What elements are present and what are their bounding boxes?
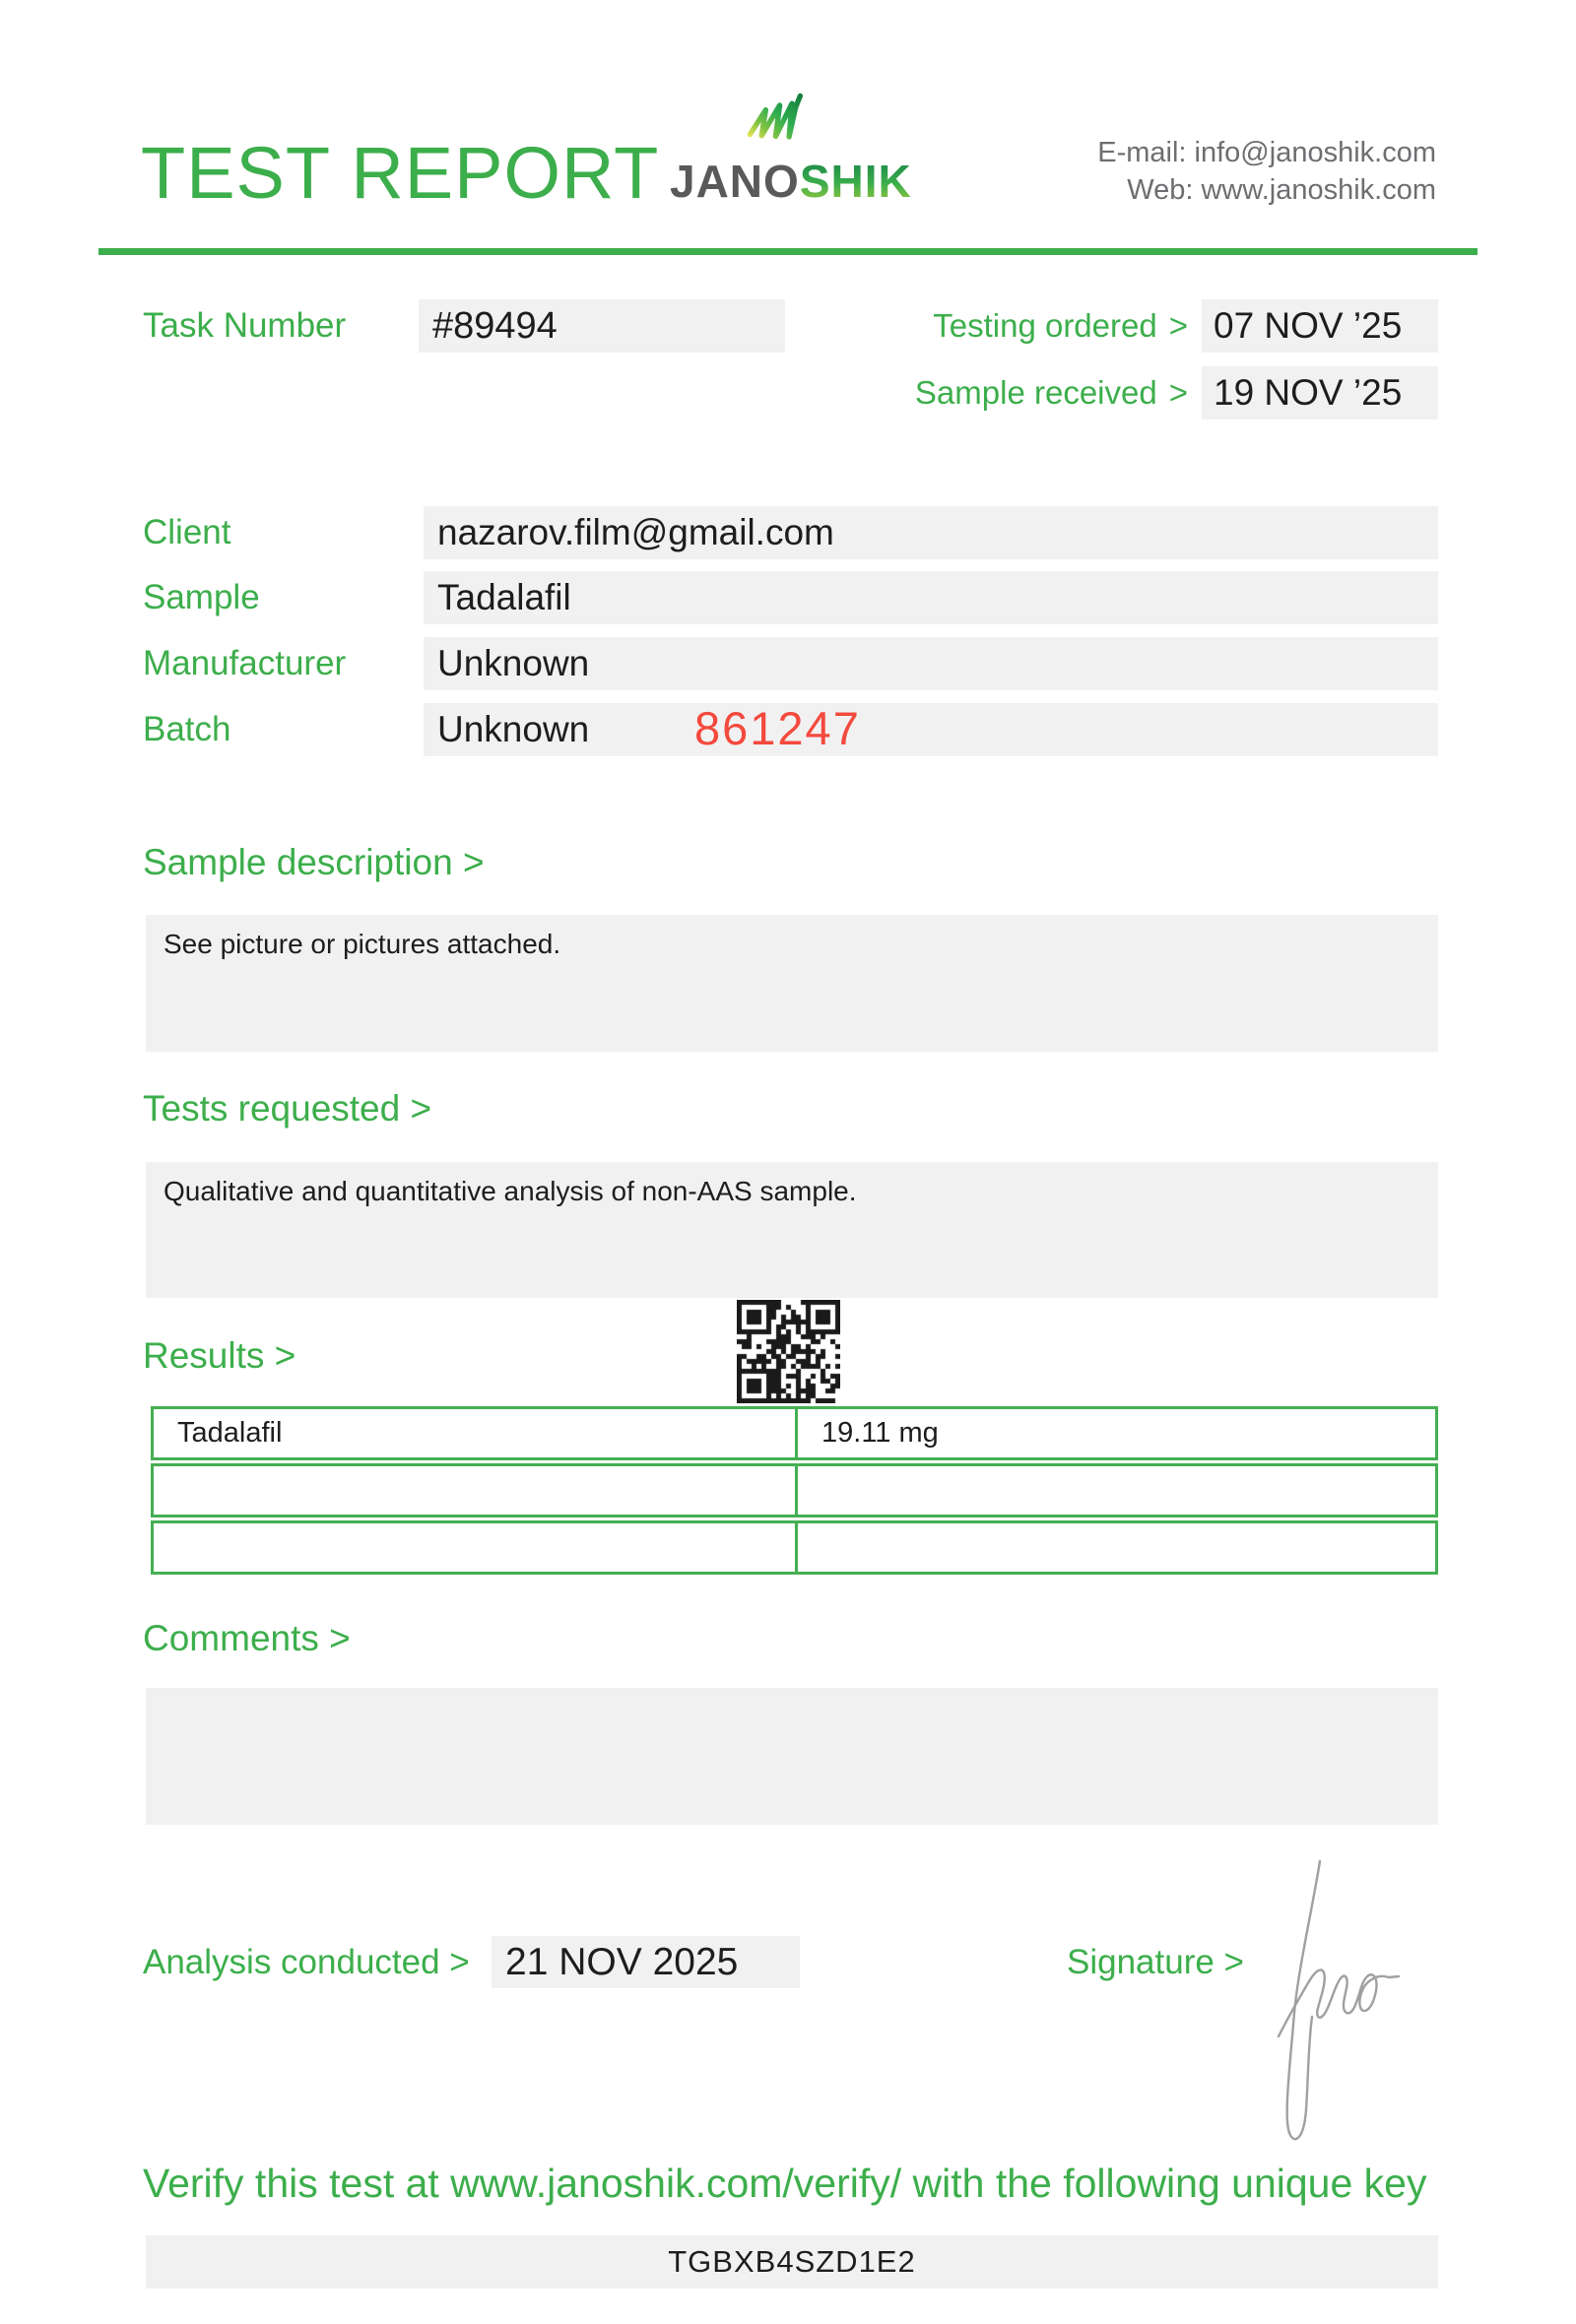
result-name-cell: Tadalafil xyxy=(154,1409,798,1457)
tests-requested-box: Qualitative and quantitative analysis of non-AAS sample. xyxy=(146,1162,1438,1298)
result-name-cell xyxy=(154,1523,798,1572)
analysis-conducted-label: Analysis conducted > xyxy=(143,1943,470,1981)
client-label: Client xyxy=(143,513,231,551)
testing-ordered-row xyxy=(847,299,1438,353)
batch-overlay-number: 861247 xyxy=(694,702,861,754)
sample-received-value: 19 NOV ’25 xyxy=(1202,366,1438,420)
client-value: nazarov.film@gmail.com xyxy=(424,506,1438,559)
comments-box xyxy=(146,1688,1438,1825)
task-number-label: Task Number xyxy=(143,306,347,345)
verify-instruction: Verify this test at www.janoshik.com/verify/ with the following unique key xyxy=(143,2161,1427,2206)
batch-label: Batch xyxy=(143,710,231,748)
logo-wordmark xyxy=(670,156,912,207)
page-title: TEST REPORT xyxy=(141,132,660,214)
arrow-icon: > xyxy=(1168,374,1188,411)
result-value-cell xyxy=(798,1466,1435,1515)
contact-info xyxy=(1097,134,1436,209)
tests-requested-heading: Tests requested > xyxy=(143,1088,432,1129)
signature-label: Signature > xyxy=(1067,1943,1244,1981)
qr-code xyxy=(737,1300,840,1403)
testing-ordered-label: Testing ordered xyxy=(933,307,1157,344)
sample-description-heading: Sample description > xyxy=(143,842,485,882)
results-table xyxy=(151,1406,1438,1578)
sample-description-box: See picture or pictures attached. xyxy=(146,915,1438,1052)
table-row xyxy=(151,1406,1438,1460)
result-value-cell: 19.11 mg xyxy=(821,1417,939,1449)
logo-word-left: JANO xyxy=(670,156,800,207)
email-line: E-mail: info@janoshik.com xyxy=(1097,137,1436,168)
comments-heading: Comments > xyxy=(143,1618,351,1658)
results-heading: Results > xyxy=(143,1335,296,1376)
sample-received-row xyxy=(847,366,1438,420)
trend-chart-icon xyxy=(742,77,835,154)
signature-scribble xyxy=(1269,1721,1436,2145)
web-line: Web: www.janoshik.com xyxy=(1127,174,1436,206)
table-row xyxy=(151,1463,1438,1517)
arrow-icon: > xyxy=(1168,307,1188,344)
table-row xyxy=(151,1520,1438,1575)
task-number-value: #89494 xyxy=(419,299,785,353)
manufacturer-value: Unknown xyxy=(424,637,1438,690)
sample-received-label: Sample received xyxy=(914,374,1157,411)
sample-value: Tadalafil xyxy=(424,571,1438,624)
sample-label: Sample xyxy=(143,578,260,616)
analysis-conducted-value: 21 NOV 2025 xyxy=(492,1936,800,1988)
manufacturer-label: Manufacturer xyxy=(143,644,347,682)
logo-word-right: SHIK xyxy=(799,156,912,207)
header-divider xyxy=(98,248,1478,255)
batch-value: Unknown xyxy=(424,703,1438,756)
janoshik-logo xyxy=(670,77,912,207)
unique-key-value: TGBXB4SZD1E2 xyxy=(146,2235,1438,2289)
result-value-cell xyxy=(798,1523,1435,1572)
result-name-cell xyxy=(154,1466,798,1515)
testing-ordered-value: 07 NOV ’25 xyxy=(1202,299,1438,353)
